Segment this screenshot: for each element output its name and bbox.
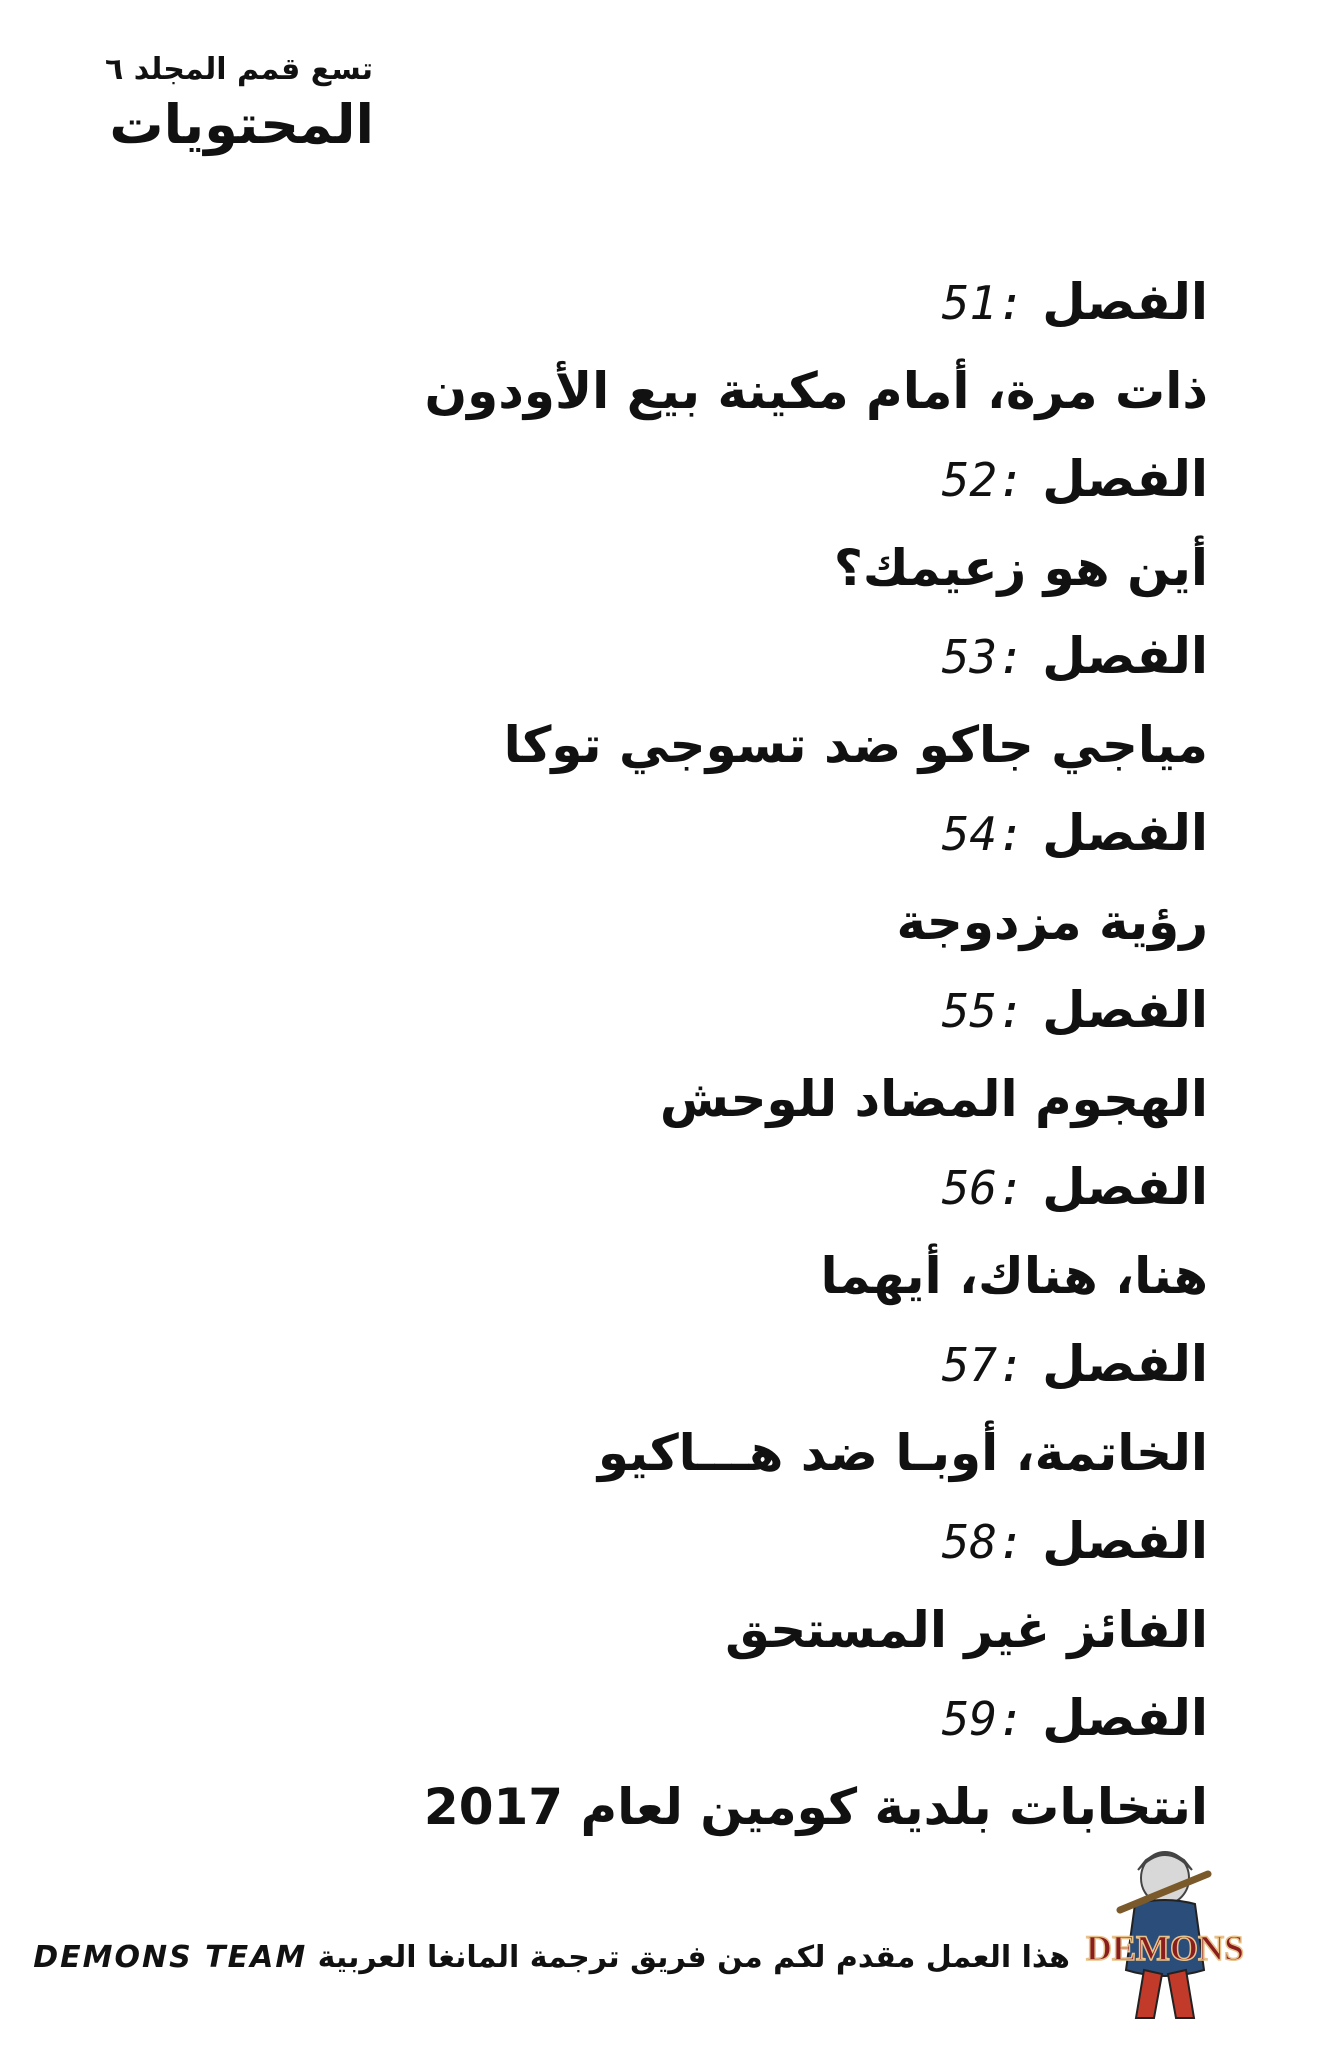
chapter-entry [308,435,1208,612]
chapter-entry [308,1143,1208,1320]
chapter-number: 55: [941,984,1025,1038]
credit-line [33,1940,1070,1975]
chapter-number: 56: [941,1161,1025,1215]
chapter-heading [308,966,1208,1055]
chapter-label: الفصل [1042,1512,1208,1570]
chapter-entry [308,1497,1208,1674]
chapter-label: الفصل [1042,804,1208,862]
table-of-contents [308,258,1208,1851]
chapter-label: الفصل [1042,1689,1208,1747]
logo-leg-left [1136,1970,1162,2018]
chapter-entry [308,1674,1208,1851]
chapter-heading [308,258,1208,347]
credit-text: هذا العمل مقدم لكم من فريق ترجمة المانغا العربية [317,1940,1070,1975]
chapter-entry [308,966,1208,1143]
chapter-title: الهجوم المضاد للوحش [659,1070,1208,1128]
chapter-label: الفصل [1042,273,1208,331]
page-title: المحتويات [109,93,374,156]
chapter-heading [308,1674,1208,1763]
chapter-entry [308,789,1208,966]
chapter-heading [308,789,1208,878]
logo-graphic [1080,1840,1250,2030]
chapter-title: رؤية مزدوجة [896,893,1208,951]
chapter-label: الفصل [1042,450,1208,508]
chapter-heading [308,1497,1208,1586]
demons-team-logo [1080,1840,1250,2030]
chapter-number: 54: [941,807,1025,861]
chapter-heading [308,1143,1208,1232]
chapter-entry [308,612,1208,789]
chapter-title: الفائز غير المستحق [725,1601,1208,1659]
chapter-number: 52: [941,453,1025,507]
chapter-heading [308,435,1208,524]
chapter-label: الفصل [1042,1335,1208,1393]
chapter-entry [308,258,1208,435]
footer [0,1840,1326,2048]
chapter-title: مياجي جاكو ضد تسوجي توكا [503,716,1208,774]
page-header [44,50,374,160]
logo-leg-right [1168,1970,1194,2018]
chapter-title: انتخابات بلدية كومين لعام 2017 [423,1778,1208,1836]
team-name: DEMONS TEAM [33,1940,308,1975]
chapter-entry [308,1320,1208,1497]
chapter-heading [308,612,1208,701]
chapter-title: ذات مرة، أمام مكينة بيع الأودون [424,362,1208,420]
chapter-label: الفصل [1042,627,1208,685]
chapter-number: 58: [941,1515,1025,1569]
chapter-title: هنا، هناك، أيهما [820,1247,1208,1305]
chapter-label: الفصل [1042,1158,1208,1216]
logo-text: DEMONS [1085,1928,1245,1968]
chapter-heading [308,1320,1208,1409]
chapter-title: أين هو زعيمك؟ [833,539,1208,597]
chapter-number: 53: [941,630,1025,684]
chapter-number: 51: [941,276,1025,330]
chapter-number: 59: [941,1692,1025,1746]
chapter-title: الخاتمة، أوبـا ضد هـــاكيو [597,1424,1208,1482]
chapter-number: 57: [941,1338,1025,1392]
chapter-label: الفصل [1042,981,1208,1039]
volume-label: تسع قمم المجلد ٦ [104,52,374,87]
